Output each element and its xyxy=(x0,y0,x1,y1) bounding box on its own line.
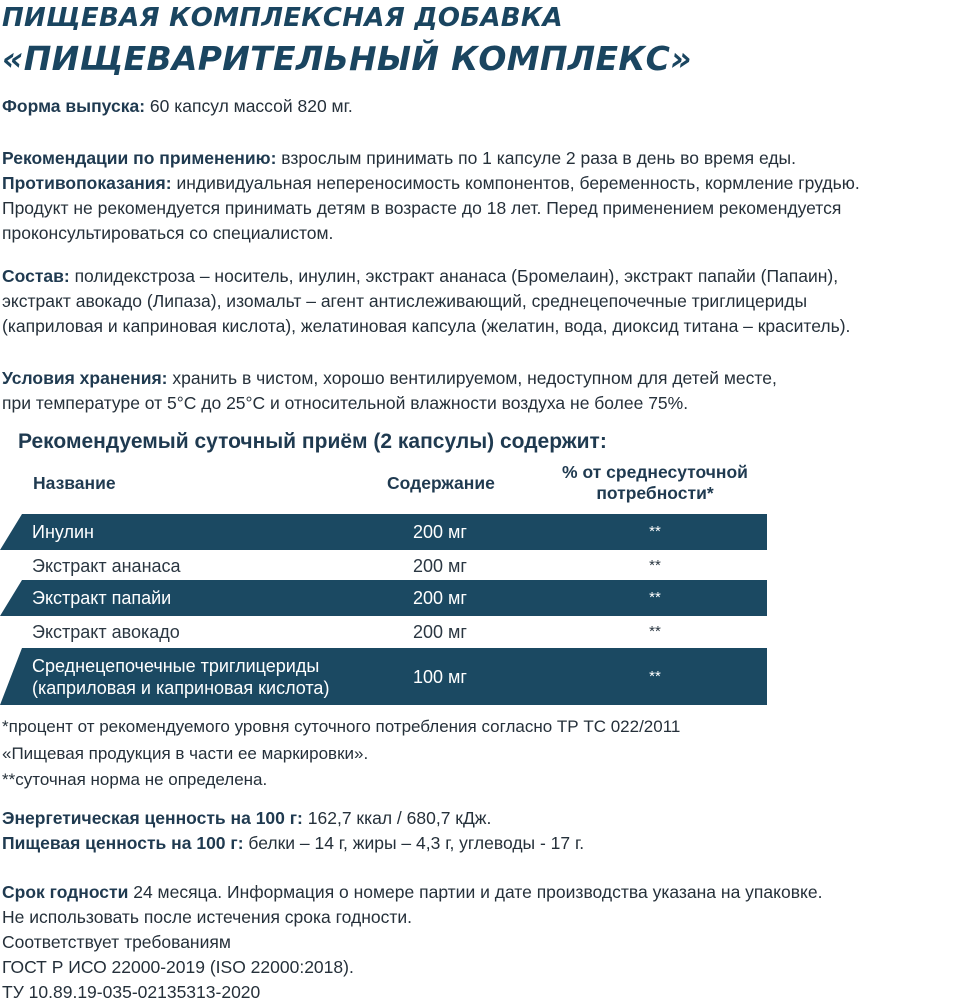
composition-line-1 xyxy=(2,264,965,289)
release-form-label: Форма выпуска: xyxy=(2,96,146,116)
storage-text-1: хранить в чистом, хорошо вентилируемом, недоступном для детей месте, xyxy=(167,368,777,388)
composition-line-3: (каприловая и каприновая кислота), желатиновая капсула (желатин, вода, диоксид титана – краситель). xyxy=(2,316,851,336)
table-row-pineapple xyxy=(0,549,767,582)
row-name: Экстракт авокадо xyxy=(32,621,180,642)
shelf-line-2: Не использовать после истечения срока годности. xyxy=(2,907,413,927)
shelf-line-3: Соответствует требованиям xyxy=(2,932,231,952)
table-row-triglycerides xyxy=(0,648,767,705)
nutrition-value-label: Пищевая ценность на 100 г: xyxy=(2,833,244,853)
composition-label: Состав: xyxy=(2,266,70,286)
storage-label: Условия хранения: xyxy=(2,368,168,388)
usage-recommend-label: Рекомендации по применению: xyxy=(2,148,277,168)
release-form-text: 60 капсул массой 820 мг. xyxy=(145,96,353,116)
row-name-line-1: Среднецепочечные триглицериды xyxy=(32,655,320,676)
column-header-percent xyxy=(520,462,790,504)
row-amount: 200 мг xyxy=(413,555,467,576)
row-percent: ** xyxy=(649,523,661,540)
row-name: Экстракт ананаса xyxy=(32,555,181,576)
release-form xyxy=(2,94,965,119)
usage-contra-text: индивидуальная непереносимость компонентов, беременность, кормление грудью. xyxy=(171,173,860,193)
row-amount: 200 мг xyxy=(413,588,467,608)
table-row-avocado xyxy=(0,615,767,648)
composition-section xyxy=(2,264,965,339)
row-name: Экстракт папайи xyxy=(32,588,172,608)
shelf-line-5: ТУ 10.89.19-035-02135313-2020 xyxy=(2,982,261,1002)
footnote-line-1: *процент от рекомендуемого уровня суточного потребления согласно ТР ТС 022/2011 xyxy=(2,717,681,736)
row-name xyxy=(32,648,329,705)
storage-section xyxy=(2,366,965,416)
usage-recommend-text: взрослым принимать по 1 капсуле 2 раза в день во время еды. xyxy=(276,148,796,168)
footnote-line-2: «Пищевая продукция в части ее маркировки». xyxy=(2,744,369,763)
usage-line-3: Продукт не рекомендуется принимать детям в возрасте до 18 лет. Перед применением рекомендуется xyxy=(2,198,842,218)
row-name-line-2: (каприловая и каприновая кислота) xyxy=(32,677,330,698)
energy-text: 162,7 ккал / 680,7 кДж. xyxy=(302,808,492,828)
row-name: Инулин xyxy=(32,522,94,542)
title-line-2: «ПИЩЕВАРИТЕЛЬНЫЙ КОМПЛЕКС» xyxy=(2,39,692,78)
column-header-amount: Содержание xyxy=(387,473,495,493)
nutrition-value-text: белки – 14 г, жиры – 4,3 г, углеводы - 17 г. xyxy=(243,833,585,853)
row-amount: 200 мг xyxy=(413,522,467,542)
shelf-line-4: ГОСТ Р ИСО 22000-2019 (ISO 22000:2018). xyxy=(2,957,354,977)
row-amount: 200 мг xyxy=(413,621,467,642)
row-percent: ** xyxy=(649,667,661,685)
footnote-line-3: **суточная норма не определена. xyxy=(2,770,268,789)
row-percent: ** xyxy=(649,556,661,574)
storage-line-2: при температуре от 5°С до 25°С и относительной влажности воздуха не более 75%. xyxy=(2,393,689,413)
nutrition-value-line xyxy=(2,831,965,856)
usage-section xyxy=(2,146,965,246)
energy-line xyxy=(2,806,965,831)
composition-text-1: полидекстроза – носитель, инулин, экстракт ананаса (Бромелаин), экстракт папайи (Папаин), xyxy=(69,266,839,286)
table-heading: Рекомендуемый суточный приём (2 капсулы) содержит: xyxy=(18,430,607,453)
column-header-name: Название xyxy=(33,473,116,493)
usage-line-4: проконсультироваться со специалистом. xyxy=(2,223,334,243)
shelf-life-section xyxy=(2,880,965,1005)
row-amount: 100 мг xyxy=(413,666,467,687)
table-row-inulin xyxy=(0,514,767,550)
row-percent: ** xyxy=(649,589,661,606)
column-header-percent-line-2: потребности* xyxy=(596,483,714,503)
shelf-line-1 xyxy=(2,880,965,905)
storage-line-1 xyxy=(2,366,965,391)
nutrition-section xyxy=(2,806,965,856)
column-header-percent-line-1: % от среднесуточной xyxy=(562,462,748,482)
title-line-1: ПИЩЕВАЯ КОМПЛЕКСНАЯ ДОБАВКА xyxy=(2,3,563,33)
row-percent: ** xyxy=(649,622,661,640)
energy-label: Энергетическая ценность на 100 г: xyxy=(2,808,303,828)
usage-contra-line xyxy=(2,171,965,196)
shelf-text: 24 месяца. Информация о номере партии и дате производства указана на упаковке. xyxy=(128,882,823,902)
shelf-label: Срок годности xyxy=(2,882,129,902)
usage-contra-label: Противопоказания: xyxy=(2,173,172,193)
table-row-papaya xyxy=(0,580,767,616)
composition-line-2: экстракт авокадо (Липаза), изомальт – агент антислеживающий, среднецепочечные триглицериды xyxy=(2,291,808,311)
usage-recommend-line xyxy=(2,146,965,171)
